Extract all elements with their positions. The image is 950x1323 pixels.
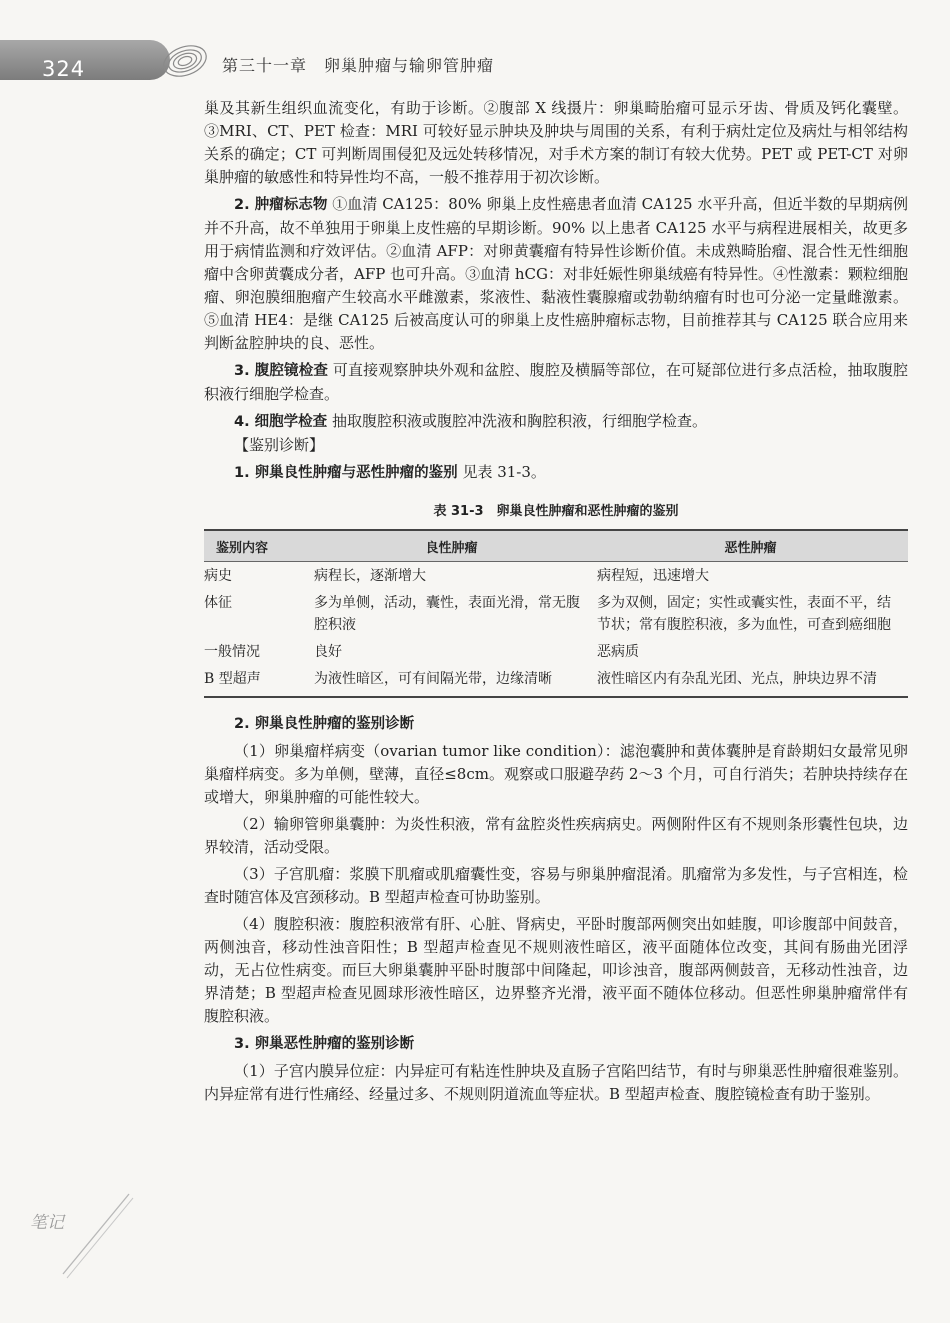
table-row bbox=[204, 562, 908, 590]
table-row bbox=[204, 665, 908, 697]
paragraph-tubo-ovarian-cyst: （2）输卵管卵巢囊肿：为炎性积液，常有盆腔炎性疾病病史。两侧附件区有不规则条形囊性包块，边界较清，活动受限。 bbox=[204, 815, 908, 856]
paragraph-uterine-fibroid: （3）子宫肌瘤：浆膜下肌瘤或肌瘤囊性变，容易与卵巢肿瘤混淆。肌瘤常为多发性，与子宫相连，检查时随宫体及宫颈移动。B 型超声检查可协助鉴别。 bbox=[204, 865, 908, 906]
table-caption: 表 31-3 卵巢良性肿瘤和恶性肿瘤的鉴别 bbox=[433, 504, 679, 519]
page-number-tab bbox=[0, 40, 170, 80]
table-reference: 见表 31-3。 bbox=[462, 463, 546, 481]
paragraph-tumor-markers bbox=[204, 193, 908, 355]
table-cell: 病程短，迅速增大 bbox=[597, 568, 709, 584]
table-cell: 恶病质 bbox=[597, 644, 639, 660]
paragraph-benign-malignant bbox=[204, 461, 908, 485]
margin-notes-label: 笔记 bbox=[30, 1213, 64, 1233]
laparoscopy-text: 可直接观察肿块外观和盆腔、腹腔及横膈等部位，在可疑部位进行多点活检，抽取腹腔积液行细胞学检查。 bbox=[204, 361, 908, 403]
paragraph-tumor-like-lesion: （1）卵巢瘤样病变（ovarian tumor like condition）：滤泡囊肿和黄体囊肿是育龄期妇女最常见卵巢瘤样病变。多为单侧，壁薄，直径≤8cm。观察或口服避孕药 2～3 个月，可自行消失；若肿块持续存在或增大，卵巢肿瘤的可能性较大。 bbox=[204, 742, 908, 806]
table-header-cell: 良性肿瘤 bbox=[310, 530, 593, 562]
subheading-cytology: 4. 细胞学检查 bbox=[234, 414, 328, 430]
paragraph-endometriosis: （1）子宫内膜异位症：内异症可有粘连性肿块及直肠子宫陷凹结节，有时与卵巢恶性肿瘤很难鉴别。内异症常有进行性痛经、经量过多、不规则阴道流血等症状。B 型超声检查、腹腔镜检查有助于鉴别。 bbox=[204, 1062, 908, 1103]
table-cell: 良好 bbox=[314, 644, 342, 660]
subheading-benign-differential bbox=[204, 712, 908, 736]
subheading-laparoscopy: 3. 腹腔镜检查 bbox=[234, 363, 328, 379]
differential-table bbox=[204, 529, 908, 698]
table-cell: 病史 bbox=[204, 568, 232, 584]
table-cell: 一般情况 bbox=[204, 644, 260, 660]
subheading-benign-malignant: 1. 卵巢良性肿瘤与恶性肿瘤的鉴别 bbox=[234, 465, 458, 481]
table-cell: B 型超声 bbox=[204, 665, 310, 697]
pen-icon bbox=[55, 1190, 135, 1280]
page-body bbox=[204, 97, 908, 1106]
table-row bbox=[204, 589, 908, 638]
subheading-malignant-differential bbox=[204, 1032, 908, 1056]
chapter-title: 第三十一章 卵巢肿瘤与输卵管肿瘤 bbox=[222, 56, 495, 75]
table-cell: 体征 bbox=[204, 595, 232, 611]
subheading-tumor-markers: 2. 肿瘤标志物 bbox=[234, 197, 328, 213]
page-header bbox=[0, 28, 950, 98]
paragraph-imaging: 巢及其新生组织血流变化，有助于诊断。②腹部 X 线摄片：卵巢畸胎瘤可显示牙齿、骨质及钙化囊壁。③MRI、CT、PET 检查：MRI 可较好显示肿块及肿块与周围的关系，有利于病灶定位及病灶与相邻结构关系的确定；CT 可判断周围侵犯及远处转移情况，对手术方案的制订有较大优势。PET 或 PET-CT 对卵巢肿瘤的敏感性和特异性均不高，一般不推荐用于初次诊断。 bbox=[204, 99, 908, 186]
table-cell: 多为双侧，固定；实性或囊实性，表面不平，结节状；常有腹腔积液，多为血性，可查到癌细胞 bbox=[597, 595, 891, 633]
subheading-benign-differential-text: 2. 卵巢良性肿瘤的鉴别诊断 bbox=[234, 716, 415, 732]
table-cell: 液性暗区内有杂乱光团、光点，肿块边界不清 bbox=[593, 665, 908, 697]
table-header-cell: 恶性肿瘤 bbox=[593, 530, 908, 562]
table-header-cell: 鉴别内容 bbox=[204, 530, 310, 562]
table-cell: 为液性暗区，可有间隔光带，边缘清晰 bbox=[310, 665, 593, 697]
page-number: 324 bbox=[42, 57, 86, 81]
table-cell: 病程长，逐渐增大 bbox=[314, 568, 426, 584]
table-row bbox=[204, 638, 908, 665]
paragraph-ascites: （4）腹腔积液：腹腔积液常有肝、心脏、肾病史，平卧时腹部两侧突出如蛙腹，叩诊腹部中间鼓音，两侧浊音，移动性浊音阳性；B 型超声检查见不规则液性暗区，液平面随体位改变，其间有肠曲光团浮动，无占位性病变。而巨大卵巢囊肿平卧时腹部中间隆起，叩诊浊音，腹部两侧鼓音，无移动性浊音，边界清楚；B 型超声检查见圆球形液性暗区，边界整齐光滑，液平面不随体位移动。但恶性卵巢肿瘤常伴有腹腔积液。 bbox=[204, 915, 908, 1025]
tumor-markers-text: ①血清 CA125：80% 卵巢上皮性癌患者血清 CA125 水平升高，但近半数的早期病例并不升高，故不单独用于卵巢上皮性癌的早期诊断。90% 以上患者 CA125 水平与病程进展相关，故更多用于病情监测和疗效评估。②血清 AFP：对卵黄囊瘤有特异性诊断价值。未成熟畸胎瘤、混合性无性细胞瘤中含卵黄囊成分者，AFP 也可升高。③血清 hCG：对非妊娠性卵巢绒癌有特异性。④性激素：颗粒细胞瘤、卵泡膜细胞瘤产生较高水平雌激素，浆液性、黏液性囊腺瘤或勃勒纳瘤有时也可分泌一定量雌激素。⑤血清 HE4：是继 CA125 后被高度认可的卵巢上皮性癌肿瘤标志物，目前推荐其与 CA125 联合应用来判断盆腔肿块的良、恶性。 bbox=[204, 195, 908, 352]
table-header-row bbox=[204, 530, 908, 562]
swirl-logo-icon bbox=[160, 36, 210, 86]
subheading-malignant-differential-text: 3. 卵巢恶性肿瘤的鉴别诊断 bbox=[234, 1036, 415, 1052]
paragraph-cytology bbox=[204, 410, 908, 434]
table-cell: 多为单侧，活动，囊性，表面光滑，常无腹腔积液 bbox=[314, 595, 580, 633]
section-heading-differential: 【鉴别诊断】 bbox=[234, 436, 325, 454]
cytology-text: 抽取腹腔积液或腹腔冲洗液和胸腔积液，行细胞学检查。 bbox=[331, 412, 707, 430]
paragraph-laparoscopy bbox=[204, 359, 908, 406]
